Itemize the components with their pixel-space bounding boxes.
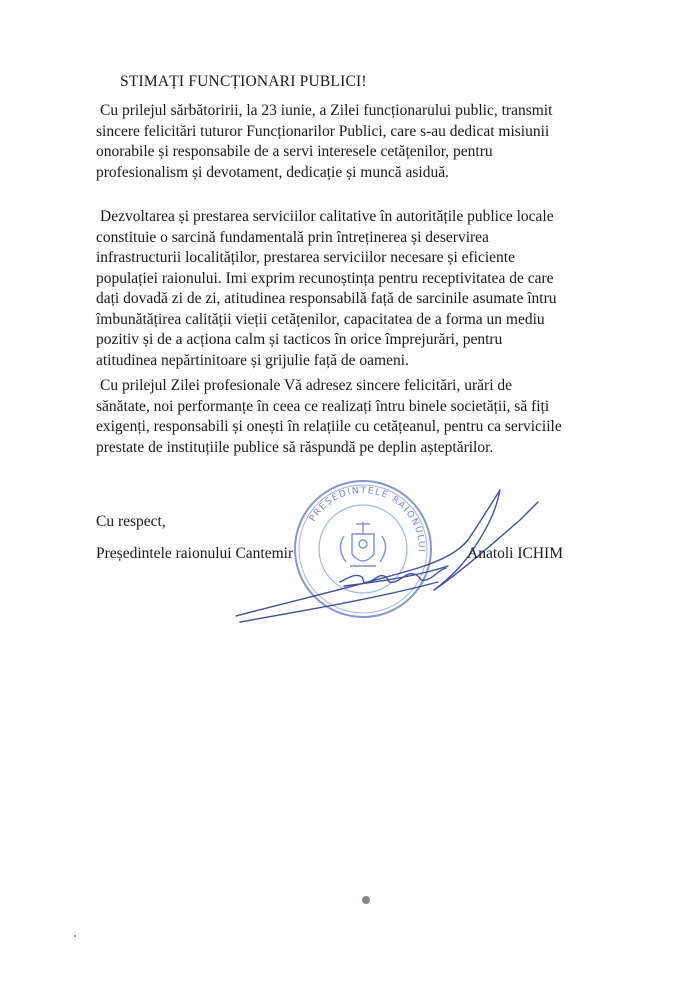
- signer-role: Președintele raionului Cantemir: [96, 545, 294, 562]
- paragraph-2: [96, 207, 636, 371]
- paragraph-line: Dezvoltarea și prestarea serviciilor calitative în autoritățile publice locale: [100, 208, 554, 225]
- paragraph-3: [96, 376, 636, 458]
- paragraph-line: populației raionului. Imi exprim recunoștința pentru receptivitatea de care: [96, 269, 554, 287]
- paragraph-line: profesionalism și devotament, dedicație și muncă asiduă.: [96, 163, 449, 181]
- seal-ring-text: PREȘEDINTELE RAIONULUI: [307, 485, 427, 554]
- paragraph-line: sănătate, noi performanțe în ceea ce realizați întru binele societății, să fiți: [96, 397, 550, 415]
- scan-artifact: [362, 896, 370, 904]
- paragraph-line: prestate de instituțiile publice să răspundă pe deplin așteptărilor.: [96, 438, 494, 456]
- paragraph-line: Cu prilejul sărbătoririi, la 23 iunie, a Zilei funcționarului public, transmit: [100, 102, 553, 119]
- signer-name: Anatoli ICHIM: [467, 545, 564, 562]
- paragraph-line: pozitiv și de a acționa calm și tacticos în orice împrejurări, pentru: [96, 331, 503, 348]
- closing-line: Cu respect,: [96, 513, 166, 530]
- paragraph-line: exigenți, responsabili și onești în relațiile cu cetățeanul, pentru ca serviciile: [96, 418, 562, 435]
- scan-artifact: [74, 935, 76, 937]
- salutation: STIMAȚI FUNCȚIONARI PUBLICI!: [120, 73, 367, 90]
- paragraph-line: Cu prilejul Zilei profesionale Vă adresez sincere felicitări, urări de: [100, 377, 513, 394]
- paragraph-line: atitudinea nepărtinitoare și grijulie față de oameni.: [96, 351, 409, 369]
- paragraph-line: onorabile și responsabile de a servi interesele cetățenilor, pentru: [96, 143, 493, 160]
- paragraph-line: dați dovadă zi de zi, atitudinea responsabilă față de sarcinile asumate întru: [96, 290, 557, 307]
- paragraph-line: sincere felicitări tuturor Funcționarilor Publici, care s-au dedicat misiunii: [96, 122, 550, 140]
- paragraph-line: îmbunătățirea calității vieții cetățenilor, capacitatea de a forma un mediu: [96, 310, 545, 328]
- paragraph-line: constituie o sarcină fundamentală prin întreținerea și deservirea: [96, 228, 489, 246]
- paragraph-1: [96, 101, 636, 183]
- paragraph-line: infrastructurii localităților, prestarea serviciilor necesare și eficiente: [96, 249, 515, 266]
